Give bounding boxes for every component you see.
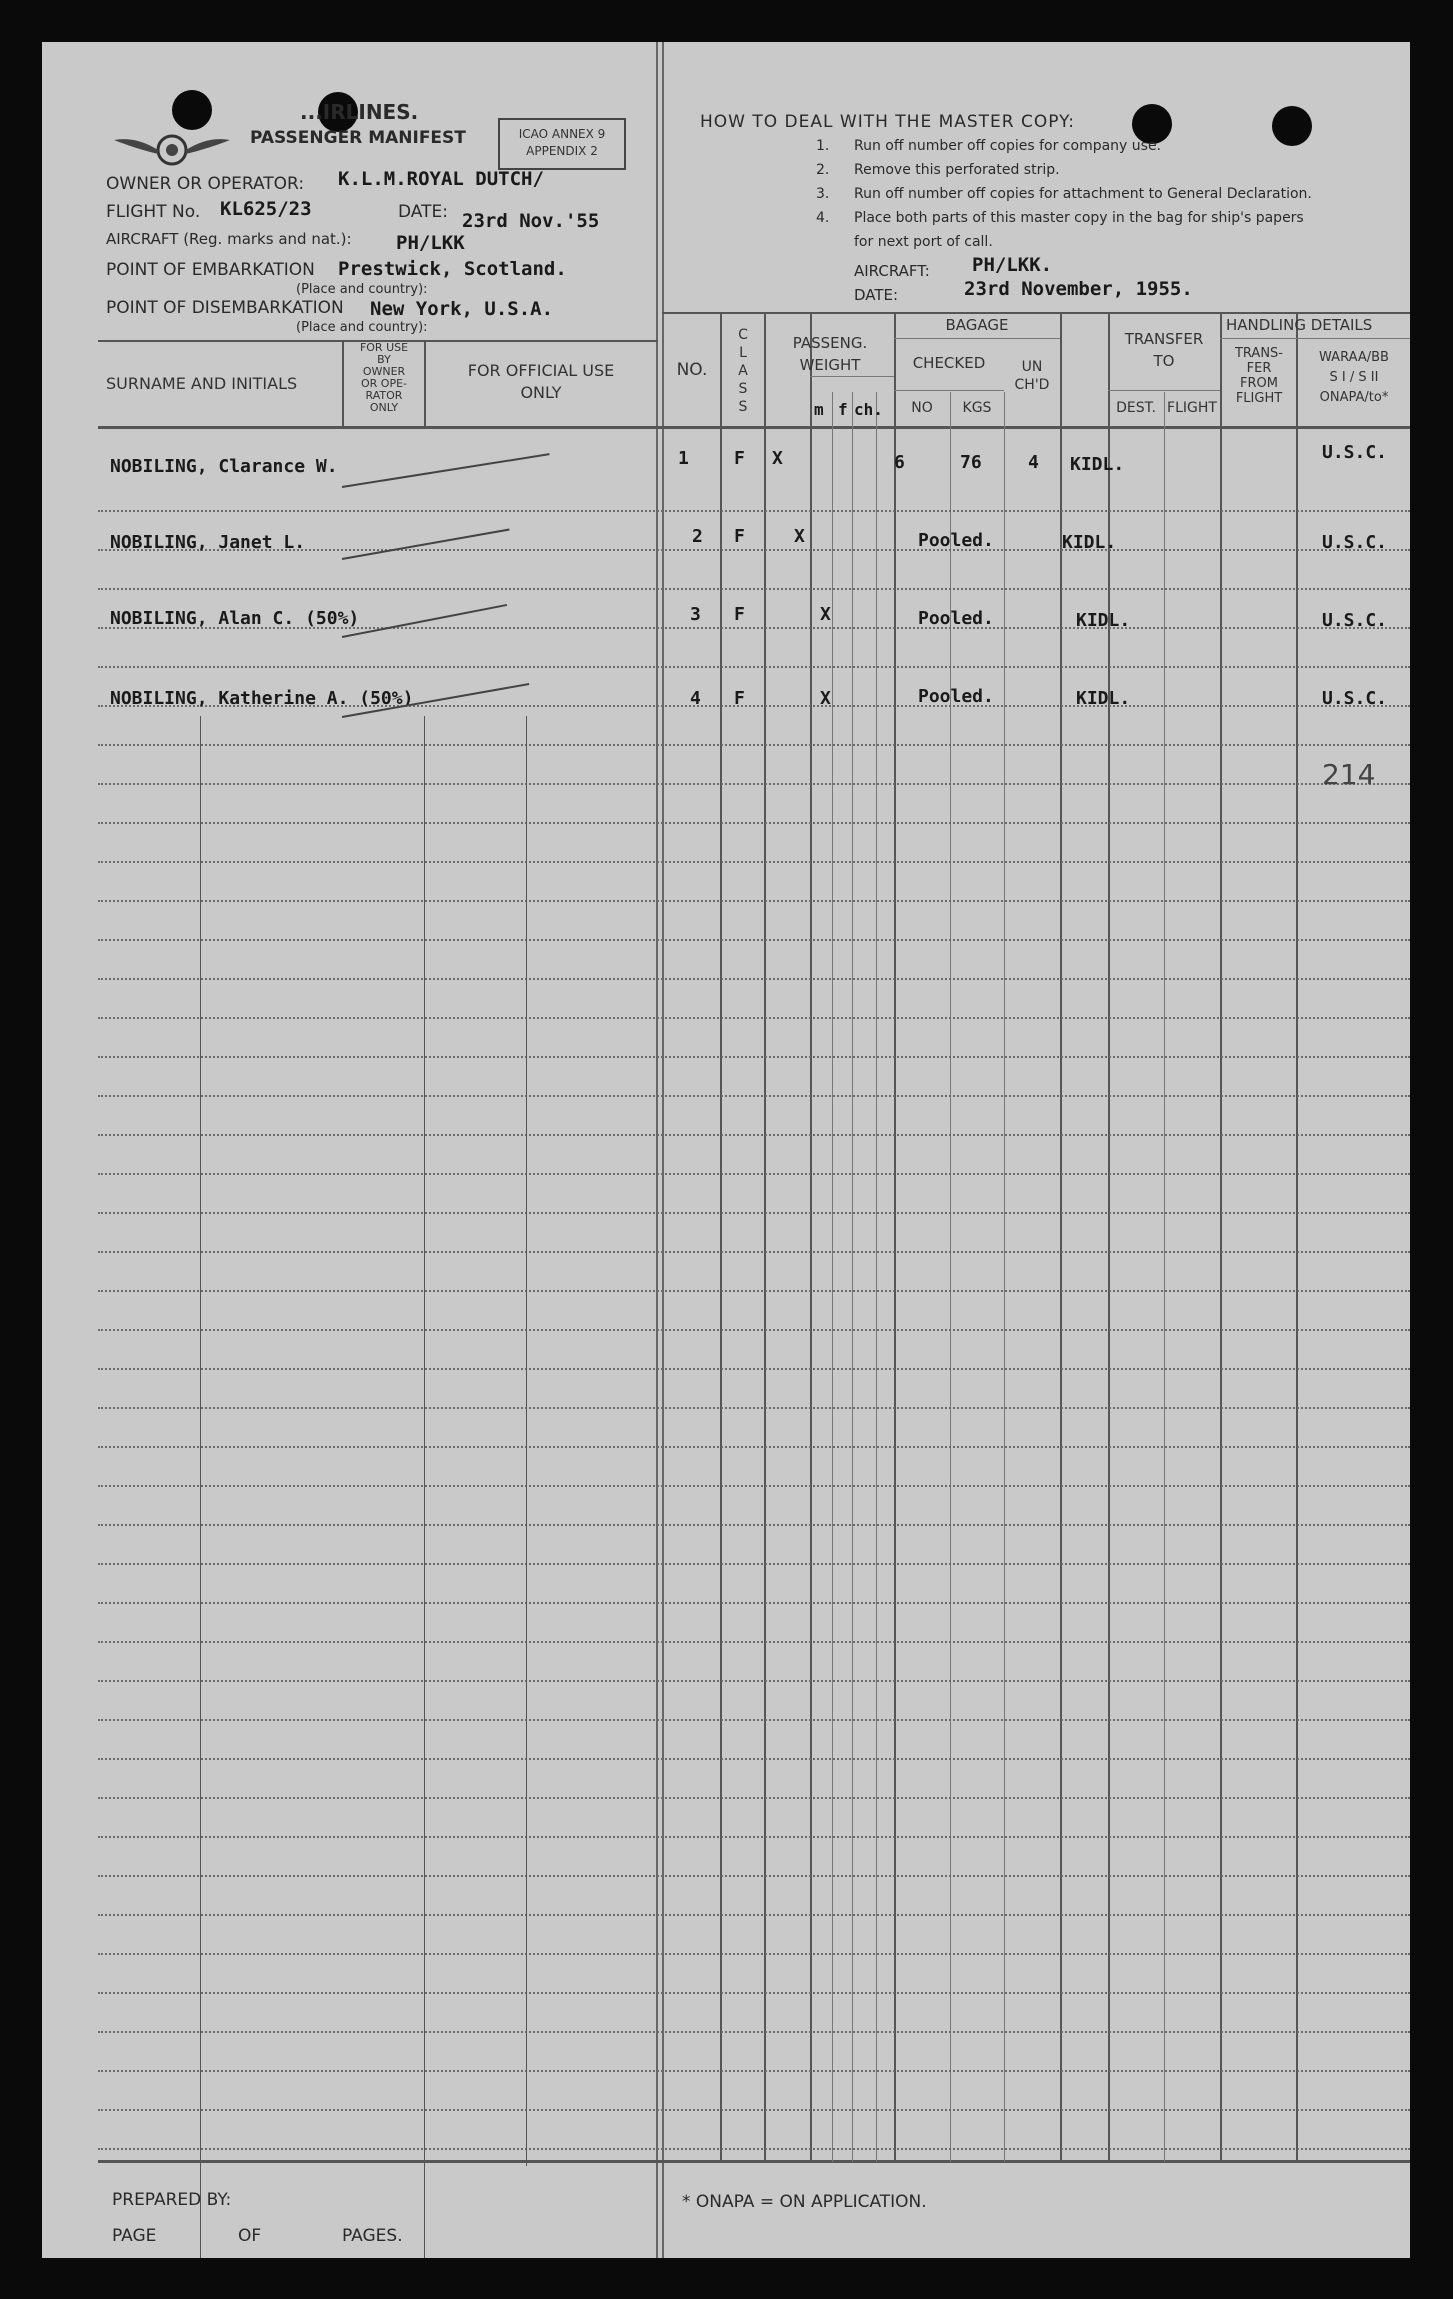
weight-ch: X (820, 688, 831, 709)
row-separator (98, 744, 1410, 746)
instruction-2-text: Remove this perforated strip. (854, 162, 1060, 178)
passenger-no: 3 (690, 604, 701, 625)
row-separator (98, 666, 1410, 668)
waraa-line: WARAA/BB (1319, 350, 1389, 365)
owner-use-line: FOR USE (359, 341, 409, 354)
instruction-4-cont: for next port of call. (854, 234, 993, 250)
row-separator (98, 783, 1410, 785)
transfer-line: TO (1153, 352, 1175, 370)
owner-use-line: ONLY (369, 401, 399, 414)
instructions-aircraft-value: PH/LKK. (972, 254, 1053, 276)
owner-value: K.L.M.ROYAL DUTCH/ (338, 168, 544, 190)
weight-line: WEIGHT (799, 356, 861, 374)
passenger-class: F (734, 604, 745, 625)
bag-no: 6 (894, 452, 905, 473)
row-separator (98, 1134, 1410, 1136)
transfer-dest: KIDL. (1076, 688, 1131, 709)
disembarkation-label: POINT OF DISEMBARKATION (106, 298, 344, 318)
row-separator (98, 1329, 1410, 1331)
col-divider (832, 392, 833, 2162)
col-header-bagage: BAGAGE (945, 316, 1009, 334)
col-header-owner-use (344, 342, 424, 414)
row-separator (98, 978, 1410, 980)
row-separator (98, 1719, 1410, 1721)
transfer-from-line: FER (1246, 361, 1272, 376)
date-value: 23rd Nov.'55 (462, 210, 600, 232)
owner-use-line: RATOR (365, 389, 403, 402)
bag-pooled: Pooled. (918, 530, 994, 551)
class-letter: S (738, 381, 748, 397)
prepared-by-label: PREPARED BY: (112, 2190, 232, 2210)
pencil-annotation: 214 (1322, 758, 1376, 791)
col-header-dest: DEST. (1116, 400, 1156, 416)
row-separator (98, 1251, 1410, 1253)
instructions-date-label: DATE: (854, 286, 899, 304)
embarkation-value: Prestwick, Scotland. (338, 258, 567, 280)
col-header-no: NO. (676, 360, 708, 380)
embarkation-label: POINT OF EMBARKATION (106, 260, 315, 280)
owner-use-line: OR OPE- (360, 377, 407, 390)
row-separator (98, 1602, 1410, 1604)
waraa-line: ONAPA/to* (1319, 390, 1389, 405)
transfer-dest: KIDL. (1062, 532, 1117, 553)
row-separator (98, 1173, 1410, 1175)
check-stroke (342, 528, 510, 559)
row-separator (98, 1563, 1410, 1565)
row-separator (98, 1641, 1410, 1643)
pencil-stroke (526, 716, 527, 2166)
instruction-4-num: 4. (816, 210, 830, 226)
row-separator (98, 2109, 1410, 2111)
row-separator (98, 939, 1410, 941)
col-header-passeng-weight (766, 332, 894, 376)
row-separator (98, 1836, 1410, 1838)
col-header-waraa (1298, 348, 1410, 408)
aircraft-value: PH/LKK (396, 232, 465, 254)
row-separator (98, 588, 1410, 590)
row-separator (98, 1758, 1410, 1760)
airline-name: ...IRLINES. (300, 100, 419, 124)
row-separator (98, 1914, 1410, 1916)
col-divider (1004, 392, 1005, 2162)
col-header-ch: ch. (854, 400, 883, 419)
transfer-line: TRANSFER (1124, 330, 1204, 348)
passeng-line: PASSENG. (792, 334, 868, 352)
bag-unchd: 4 (1028, 452, 1039, 473)
header-bottom-line (98, 426, 1410, 429)
icao-reference-box (498, 118, 626, 170)
aircraft-label: AIRCRAFT (Reg. marks and nat.): (106, 230, 352, 248)
date-label: DATE: (398, 202, 448, 222)
instruction-2-num: 2. (816, 162, 830, 178)
col-divider (852, 392, 853, 2162)
bag-kgs: 76 (960, 452, 982, 473)
row-separator (98, 2148, 1410, 2150)
instruction-1-num: 1. (816, 138, 830, 154)
row-separator (98, 1797, 1410, 1799)
passenger-name: NOBILING, Clarance W. (110, 456, 338, 477)
flight-label: FLIGHT No. (106, 202, 201, 222)
passenger-name: NOBILING, Alan C. (50%) (110, 608, 360, 629)
embarkation-sub: (Place and country): (296, 282, 428, 297)
col-header-transfer (1108, 328, 1220, 372)
page-label: PAGE (112, 2226, 157, 2246)
icao-ref-line2: APPENDIX 2 (526, 144, 598, 158)
pencil-stroke (424, 716, 425, 2258)
row-separator (98, 1485, 1410, 1487)
passenger-name: NOBILING, Janet L. (110, 532, 306, 553)
class-letter: S (738, 399, 748, 415)
disembarkation-value: New York, U.S.A. (370, 298, 554, 320)
weight-m: X (772, 448, 783, 469)
row-separator (98, 1992, 1410, 1994)
row-separator (98, 1056, 1410, 1058)
row-separator (98, 1290, 1410, 1292)
col-header-m: m (814, 400, 824, 419)
bag-pooled: Pooled. (918, 686, 994, 707)
instruction-4-text: Place both parts of this master copy in the bag for ship's papers (854, 210, 1304, 226)
icao-ref-line1: ICAO ANNEX 9 (518, 127, 606, 141)
owner-label: OWNER OR OPERATOR: (106, 174, 305, 194)
col-header-checked: CHECKED (912, 354, 986, 372)
row-separator (98, 1095, 1410, 1097)
airline-logo-icon (112, 122, 232, 178)
form-title: PASSENGER MANIFEST (250, 128, 466, 148)
row-separator (98, 510, 1410, 512)
row-separator (98, 1212, 1410, 1214)
official-use-line: ONLY (520, 383, 562, 402)
class-letter: L (739, 345, 747, 361)
sub-header-line (894, 338, 1060, 339)
row-separator (98, 822, 1410, 824)
sub-header-line (1108, 390, 1220, 391)
col-divider (876, 392, 877, 2162)
unchd-line: CH'D (1014, 377, 1050, 393)
weight-ch: X (820, 604, 831, 625)
row-separator (98, 900, 1410, 902)
onapa-note: * ONAPA = ON APPLICATION. (682, 2192, 927, 2212)
unchd-line: UN (1021, 359, 1043, 375)
instructions-title: HOW TO DEAL WITH THE MASTER COPY: (700, 112, 1076, 132)
row-separator (98, 1680, 1410, 1682)
passenger-no: 1 (678, 448, 689, 469)
transfer-dest: KIDL. (1070, 454, 1125, 475)
handling-details: U.S.C. (1322, 442, 1388, 463)
class-letter: C (738, 327, 748, 343)
waraa-line: S I / S II (1329, 370, 1379, 385)
col-header-official-use (426, 360, 656, 404)
bag-pooled: Pooled. (918, 608, 994, 629)
row-separator (98, 2070, 1410, 2072)
col-header-bag-kgs: KGS (962, 400, 992, 416)
instruction-3-text: Run off number off copies for attachment to General Declaration. (854, 186, 1312, 202)
row-separator (98, 1953, 1410, 1955)
owner-use-line: BY (377, 353, 391, 366)
col-divider (950, 392, 951, 2162)
passenger-no: 4 (690, 688, 701, 709)
handling-details: U.S.C. (1322, 610, 1388, 631)
transfer-dest: KIDL. (1076, 610, 1131, 631)
passenger-class: F (734, 526, 745, 547)
class-letter: A (738, 363, 748, 379)
instruction-3-num: 3. (816, 186, 830, 202)
row-separator (98, 1875, 1410, 1877)
transfer-from-line: FROM (1240, 376, 1278, 391)
row-separator (98, 2031, 1410, 2033)
col-header-class (722, 326, 764, 416)
col-divider (1164, 392, 1165, 2162)
transfer-from-line: TRANS- (1234, 346, 1283, 361)
col-header-flight: FLIGHT (1167, 400, 1217, 416)
pencil-stroke (200, 716, 201, 2258)
passenger-class: F (734, 448, 745, 469)
check-stroke (342, 453, 550, 488)
handling-details: U.S.C. (1322, 532, 1388, 553)
col-header-f: f (838, 400, 848, 419)
row-separator (98, 1368, 1410, 1370)
handling-details: U.S.C. (1322, 688, 1388, 709)
passenger-class: F (734, 688, 745, 709)
col-header-unchd (1004, 358, 1060, 394)
col-header-bag-no: NO (911, 400, 933, 416)
row-separator (98, 1446, 1410, 1448)
instructions-date-value: 23rd November, 1955. (964, 278, 1193, 300)
instructions-aircraft-label: AIRCRAFT: (854, 262, 930, 280)
passenger-name: NOBILING, Katherine A. (50%) (110, 688, 414, 709)
row-separator (98, 1017, 1410, 1019)
footer-top-line (98, 2160, 1410, 2163)
sub-header-line (810, 376, 894, 377)
sub-header-line (894, 390, 1004, 391)
sub-header-line (1220, 338, 1410, 339)
manifest-sheet (42, 42, 1410, 2258)
disembarkation-sub: (Place and country): (296, 320, 428, 335)
owner-use-line: OWNER (362, 365, 406, 378)
check-stroke (342, 604, 507, 638)
col-header-surname: SURNAME AND INITIALS (106, 374, 298, 393)
row-separator (98, 1524, 1410, 1526)
instruction-1-text: Run off number off copies for company use. (854, 138, 1162, 154)
weight-f: X (794, 526, 805, 547)
col-header-transfer-from (1222, 346, 1296, 406)
of-label: OF (238, 2226, 262, 2246)
row-separator (98, 861, 1410, 863)
pages-label: PAGES. (342, 2226, 403, 2246)
passenger-no: 2 (692, 526, 703, 547)
punch-hole (1272, 106, 1312, 146)
row-separator (98, 1407, 1410, 1409)
col-header-handling: HANDLING DETAILS (1226, 316, 1373, 334)
official-use-line: FOR OFFICIAL USE (467, 361, 615, 380)
transfer-from-line: FLIGHT (1235, 391, 1283, 406)
flight-value: KL625/23 (220, 198, 312, 220)
perforation-line (656, 42, 658, 2258)
